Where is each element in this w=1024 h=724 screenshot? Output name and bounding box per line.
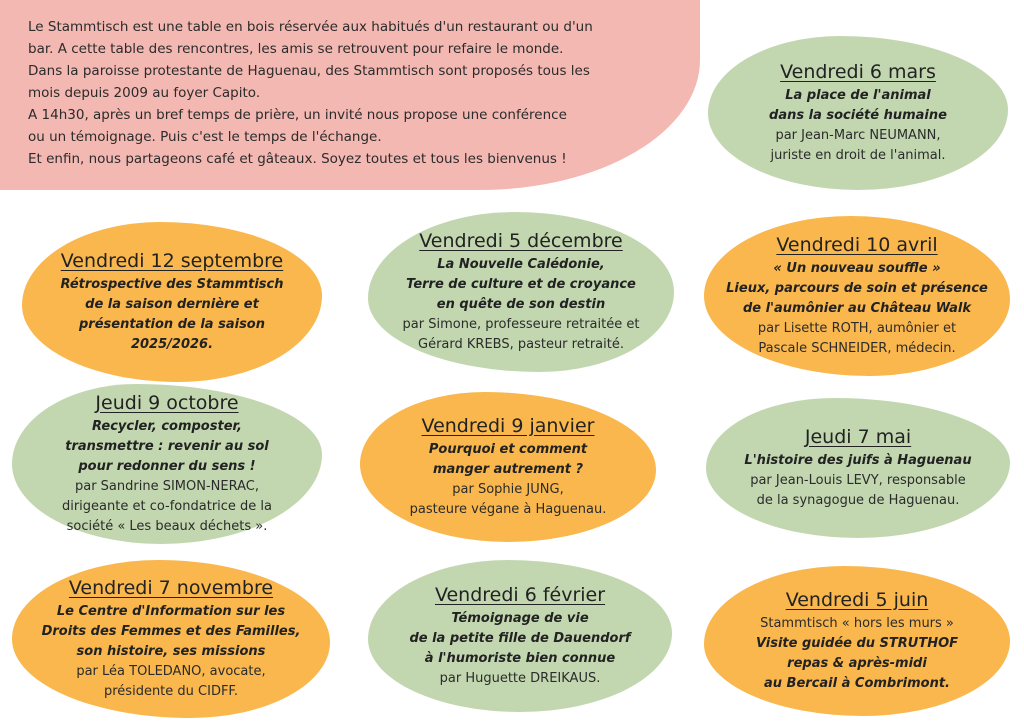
- event-speaker: par Jean-Marc NEUMANN, juriste en droit de l'animal.: [770, 127, 946, 163]
- event-november: [12, 560, 330, 718]
- event-title: Témoignage de vie de la petite fille de Dauendorf à l'humoriste bien connue: [409, 610, 631, 666]
- event-october: [12, 384, 322, 544]
- event-speaker: par Huguette DREIKAUS.: [439, 670, 601, 686]
- event-date: Vendredi 5 décembre: [419, 229, 623, 252]
- event-date: Jeudi 9 octobre: [95, 391, 239, 414]
- event-title: Pourquoi et comment manger autrement ?: [428, 441, 588, 477]
- intro-text: Le Stammtisch est une table en bois réservée aux habitués d'un restaurant ou d'un bar. A cette table des rencontres, les amis se retrouvent pour refaire le monde. Dans la paroisse protestante de Haguenau, des Stammtisch sont proposés tous les mois depuis 2009 au foyer Capito. A 14h30, après un bref temps de prière, un invité nous propose une conférence ou un témoignage. Puis c'est le temps de l'échange. Et enfin, nous partageons café et gâteaux. Soyez toutes et tous les bienvenus !: [28, 19, 593, 167]
- event-speaker: par Sandrine SIMON-NERAC, dirigeante et co-fondatrice de la société « Les beaux déchets ».: [61, 478, 273, 534]
- event-title: Recycler, composter, transmettre : revenir au sol pour redonner du sens !: [65, 418, 269, 474]
- event-date: Vendredi 6 mars: [780, 60, 936, 83]
- event-speaker: par Léa TOLEDANO, avocate, présidente du CIDFF.: [76, 663, 266, 699]
- event-speaker: par Sophie JUNG, pasteure végane à Haguenau.: [409, 481, 607, 517]
- event-may: [706, 398, 1010, 538]
- event-date: Vendredi 12 septembre: [60, 249, 284, 272]
- intro-blob: [0, 0, 700, 190]
- event-june: [704, 566, 1010, 716]
- event-january: [360, 392, 656, 542]
- event-february: [368, 560, 672, 712]
- event-december: [368, 212, 674, 372]
- event-date: Vendredi 5 juin: [785, 588, 929, 611]
- event-speaker: par Jean-Louis LEVY, responsable de la synagogue de Haguenau.: [750, 472, 966, 508]
- event-date: Vendredi 10 avril: [776, 233, 938, 256]
- event-speaker: par Simone, professeure retraitée et Gérard KREBS, pasteur retraité.: [402, 316, 640, 352]
- event-title: Le Centre d'Information sur les Droits des Femmes et des Familles, son histoire, ses missions: [41, 603, 301, 659]
- event-date: Vendredi 6 février: [434, 583, 606, 606]
- event-date: Vendredi 7 novembre: [68, 576, 274, 599]
- event-title: Visite guidée du STRUTHOF repas & après-midi au Bercail à Combrimont.: [755, 635, 959, 691]
- event-subtitle: Stammtisch « hors les murs »: [760, 615, 954, 631]
- event-title: La place de l'animal dans la société humaine: [769, 87, 947, 123]
- event-april: [704, 216, 1010, 376]
- event-title: L'histoire des juifs à Haguenau: [744, 452, 972, 468]
- event-date: Vendredi 9 janvier: [421, 414, 595, 437]
- event-speaker: par Lisette ROTH, aumônier et Pascale SCHNEIDER, médecin.: [757, 320, 957, 356]
- event-title: La Nouvelle Calédonie, Terre de culture et de croyance en quête de son destin: [406, 256, 636, 312]
- event-date: Jeudi 7 mai: [804, 425, 912, 448]
- event-title: Rétrospective des Stammtisch de la saison dernière et présentation de la saison 2025/2026.: [60, 276, 284, 352]
- event-title: « Un nouveau souffle » Lieux, parcours de soin et présence de l'aumônier au Château Walk: [726, 260, 988, 316]
- event-march: [708, 36, 1008, 190]
- event-september: [22, 222, 322, 382]
